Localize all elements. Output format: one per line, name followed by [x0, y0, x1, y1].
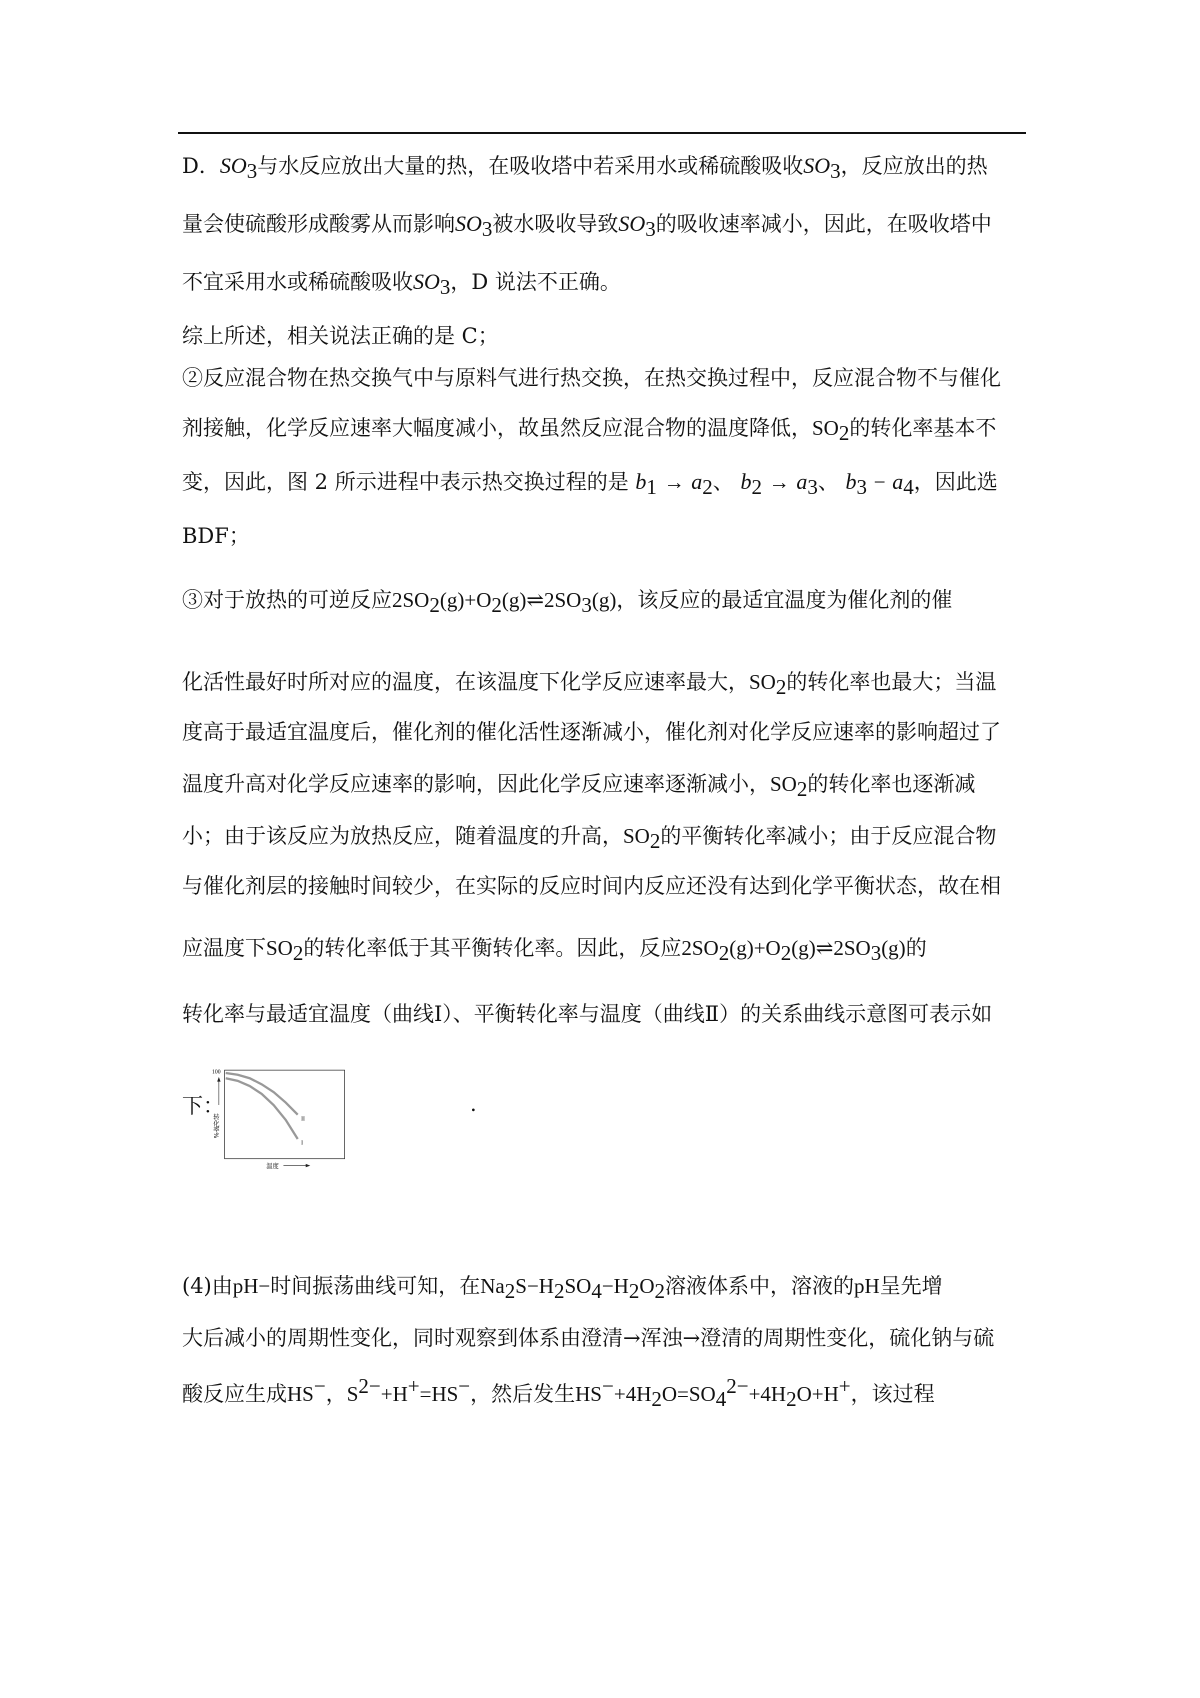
h: H: [392, 1382, 408, 1406]
text: ，反应放出的热: [840, 154, 988, 178]
line-q3-6: 与催化剂层的接触时间较少，在实际的反应时间内反应还没有达到化学平衡状态，故在相: [182, 874, 1001, 898]
eq: =: [419, 1382, 432, 1406]
hs: HS: [575, 1382, 602, 1406]
var-b: b: [740, 469, 752, 494]
sub: 2: [553, 1279, 565, 1304]
sup: −: [313, 1374, 326, 1398]
arrow: →: [768, 470, 790, 494]
o: O: [639, 1274, 655, 1298]
line-q3-9: 下：: [182, 1094, 224, 1118]
line-q3-3: 度高于最适宜温度后，催化剂的催化活性逐渐减小，催化剂对化学反应速率的影响超过了: [182, 720, 1001, 744]
sep: 、: [817, 470, 839, 494]
curve-i-label: I: [301, 1140, 304, 1147]
so: SO: [688, 1382, 716, 1406]
eq: 2SO: [392, 588, 430, 612]
y-axis-label: 转化率%: [212, 1113, 219, 1139]
text: 溶液体系中，溶液的: [665, 1274, 855, 1298]
text: (4)由: [182, 1274, 233, 1298]
eq: (g)+O: [439, 588, 492, 612]
sub: 2: [780, 941, 792, 966]
sub: 2: [651, 1387, 662, 1412]
plus: +: [380, 1382, 393, 1406]
x-arrow-head: [306, 1164, 311, 1167]
minus: −: [601, 1274, 614, 1298]
sub: 2: [775, 675, 787, 700]
h: H: [538, 1274, 554, 1298]
sub: 1: [646, 475, 657, 500]
sub: 2: [654, 1279, 666, 1304]
line-q4-1: [182, 1270, 943, 1304]
var-b: b: [845, 469, 857, 494]
text: 化活性最好时所对应的温度，在该温度下化学反应速率最大，: [182, 670, 749, 694]
eq: (g): [881, 936, 906, 960]
eq: (g)+O: [729, 936, 781, 960]
sub: 3: [807, 475, 818, 500]
line-q3-1: [182, 584, 952, 618]
text: ，然后发生: [470, 1382, 576, 1406]
text: ③对于放热的可逆反应: [182, 588, 392, 612]
ph: pH: [232, 1274, 259, 1298]
text: 的转化率也最大；当温: [786, 670, 997, 694]
minus: −: [873, 470, 886, 494]
o: O: [796, 1382, 812, 1406]
sup: +: [838, 1374, 851, 1398]
h: H: [823, 1382, 839, 1406]
sub: 3: [645, 217, 656, 242]
sub: 3: [439, 275, 451, 300]
line-q2-4: BDF；: [182, 524, 250, 548]
so: SO: [564, 1274, 592, 1298]
sub: 2: [786, 1387, 797, 1412]
sub: 3: [830, 159, 841, 184]
text: 被水吸收导致: [492, 212, 619, 236]
text: ，因此选: [913, 470, 998, 494]
sub: 3: [246, 159, 258, 184]
line-q3-8: 转化率与最适宜温度（曲线Ⅰ）、平衡转化率与温度（曲线Ⅱ）的关系曲线示意图可表示如: [182, 1002, 993, 1026]
formula-so3: SO: [803, 153, 831, 178]
text: 的平衡转化率减小；由于反应混合物: [660, 824, 997, 848]
text: ，该反应的最适宜温度为催化剂的催: [616, 588, 953, 612]
sub: 2: [718, 941, 730, 966]
text: 呈先增: [879, 1274, 943, 1298]
curve-i: [226, 1078, 298, 1139]
sub: 3: [481, 217, 493, 242]
h: H: [636, 1382, 652, 1406]
formula-so2: SO: [812, 416, 839, 440]
sub: 2: [751, 475, 762, 500]
formula-so3: SO: [618, 211, 646, 236]
sub: 2: [838, 421, 850, 446]
h: H: [770, 1382, 787, 1406]
sup: −: [602, 1374, 614, 1398]
na: Na: [480, 1274, 505, 1298]
header-rule: [178, 132, 1026, 134]
sub: 4: [715, 1387, 727, 1412]
text: 的转化率低于其平衡转化率。因此，反应: [303, 936, 682, 960]
sep: 、: [712, 470, 734, 494]
line-d-1: [182, 150, 988, 184]
text: ，该过程: [850, 1382, 935, 1406]
sub: 4: [591, 1279, 602, 1304]
text: 时间振荡曲线可知，在: [270, 1274, 481, 1298]
text: ，D 说法不正确。: [450, 270, 621, 294]
num: 4: [625, 1382, 637, 1406]
eq: 2SO: [543, 588, 582, 612]
line-q3-4: [182, 768, 975, 802]
y-arrow-head: [217, 1077, 220, 1082]
h: H: [613, 1274, 629, 1298]
text: 的吸收速率减小，因此，在吸收塔中: [655, 212, 992, 236]
curve-ii-label: II: [301, 1116, 305, 1123]
sup: −: [458, 1374, 471, 1398]
text: 的转化率基本不: [849, 416, 997, 440]
eq: (g): [791, 936, 816, 960]
eq: 2SO: [833, 936, 871, 960]
sup: 2−: [358, 1374, 381, 1398]
plus: +: [811, 1382, 824, 1406]
eq-arrow: ⇌: [526, 588, 544, 612]
formula-so2: SO: [770, 772, 797, 796]
sub: 3: [581, 593, 592, 618]
text: 酸反应生成: [182, 1382, 287, 1406]
text: 小；由于该反应为放热反应，随着温度的升高，: [182, 824, 623, 848]
text: 不宜采用水或稀硫酸吸收: [182, 270, 413, 294]
text: 温度升高对化学反应速率的影响，因此化学反应速率逐渐减小，: [182, 772, 770, 796]
hs: HS: [287, 1382, 314, 1406]
eq: (g): [501, 588, 527, 612]
line-q3-5: [182, 820, 996, 854]
text: 的: [905, 936, 927, 960]
formula-so2: SO: [623, 824, 650, 848]
figure-trailing-dot: .: [470, 1092, 477, 1116]
s-ion: S: [346, 1382, 359, 1406]
eq-arrow: ⇌: [815, 936, 834, 960]
line-q3-7: [182, 932, 927, 966]
line-d-3: [182, 266, 621, 300]
sup: 2−: [726, 1374, 749, 1398]
line-q4-3: [182, 1374, 935, 1412]
text: 的转化率也逐渐减: [807, 772, 976, 796]
plus: +: [748, 1382, 761, 1406]
summary-line: 综上所述，相关说法正确的是 C；: [182, 324, 499, 348]
text: D．: [182, 154, 220, 178]
eq: 2SO: [681, 936, 719, 960]
var-b: b: [635, 469, 647, 494]
sub: 2: [491, 593, 502, 618]
sup: +: [407, 1374, 420, 1398]
sub: 2: [292, 941, 304, 966]
text: 剂接触，化学反应速率大幅度减小，故虽然反应混合物的温度降低，: [182, 416, 812, 440]
text: 量会使硫酸形成酸雾从而影响: [182, 212, 455, 236]
eq: (g): [591, 588, 617, 612]
line-q2-3: [182, 466, 998, 500]
line-q3-2: [182, 666, 996, 700]
sub: 2: [649, 829, 661, 854]
conversion-chart: [212, 1040, 452, 1210]
y-tick-100: 100: [212, 1069, 221, 1076]
formula-so3: SO: [455, 211, 482, 236]
x-axis-label: 温度: [266, 1162, 279, 1170]
sub: 2: [796, 777, 808, 802]
var-a: a: [691, 469, 703, 494]
minus: −: [258, 1274, 271, 1298]
formula-so3: SO: [413, 269, 440, 294]
eq: =: [677, 1382, 689, 1406]
line-q2-2: [182, 412, 996, 446]
line-d-2: [182, 208, 992, 242]
text: 变，因此，图 2 所示进程中表示热交换过程的是: [182, 470, 629, 494]
sub: 2: [429, 593, 440, 618]
formula-so2: SO: [266, 936, 293, 960]
arrow: →: [663, 470, 685, 494]
sub: 2: [702, 475, 713, 500]
line-q2-1: ②反应混合物在热交换气中与原料气进行热交换，在热交换过程中，反应混合物不与催化: [182, 366, 1001, 390]
var-a: a: [796, 469, 808, 494]
s: S: [515, 1274, 527, 1298]
minus: −: [526, 1274, 539, 1298]
plus: +: [613, 1382, 626, 1406]
ph: pH: [854, 1274, 880, 1298]
num: 4: [760, 1382, 771, 1406]
formula-so2: SO: [749, 670, 776, 694]
sub: 3: [856, 475, 868, 500]
o: O: [661, 1382, 678, 1406]
text: ，: [325, 1382, 347, 1406]
text: 应温度下: [182, 936, 266, 960]
sub: 3: [870, 941, 882, 966]
formula-so3: SO: [219, 153, 247, 178]
line-q4-2: 大后减小的周期性变化，同时观察到体系由澄清→浑浊→澄清的周期性变化，硫化钠与硫: [182, 1326, 995, 1350]
sub: 4: [903, 475, 914, 500]
text: 与水反应放出大量的热，在吸收塔中若采用水或稀硫酸吸收: [257, 154, 804, 178]
sub: 2: [504, 1279, 516, 1304]
hs: HS: [431, 1382, 459, 1406]
var-a: a: [892, 469, 904, 494]
sub: 2: [628, 1279, 640, 1304]
